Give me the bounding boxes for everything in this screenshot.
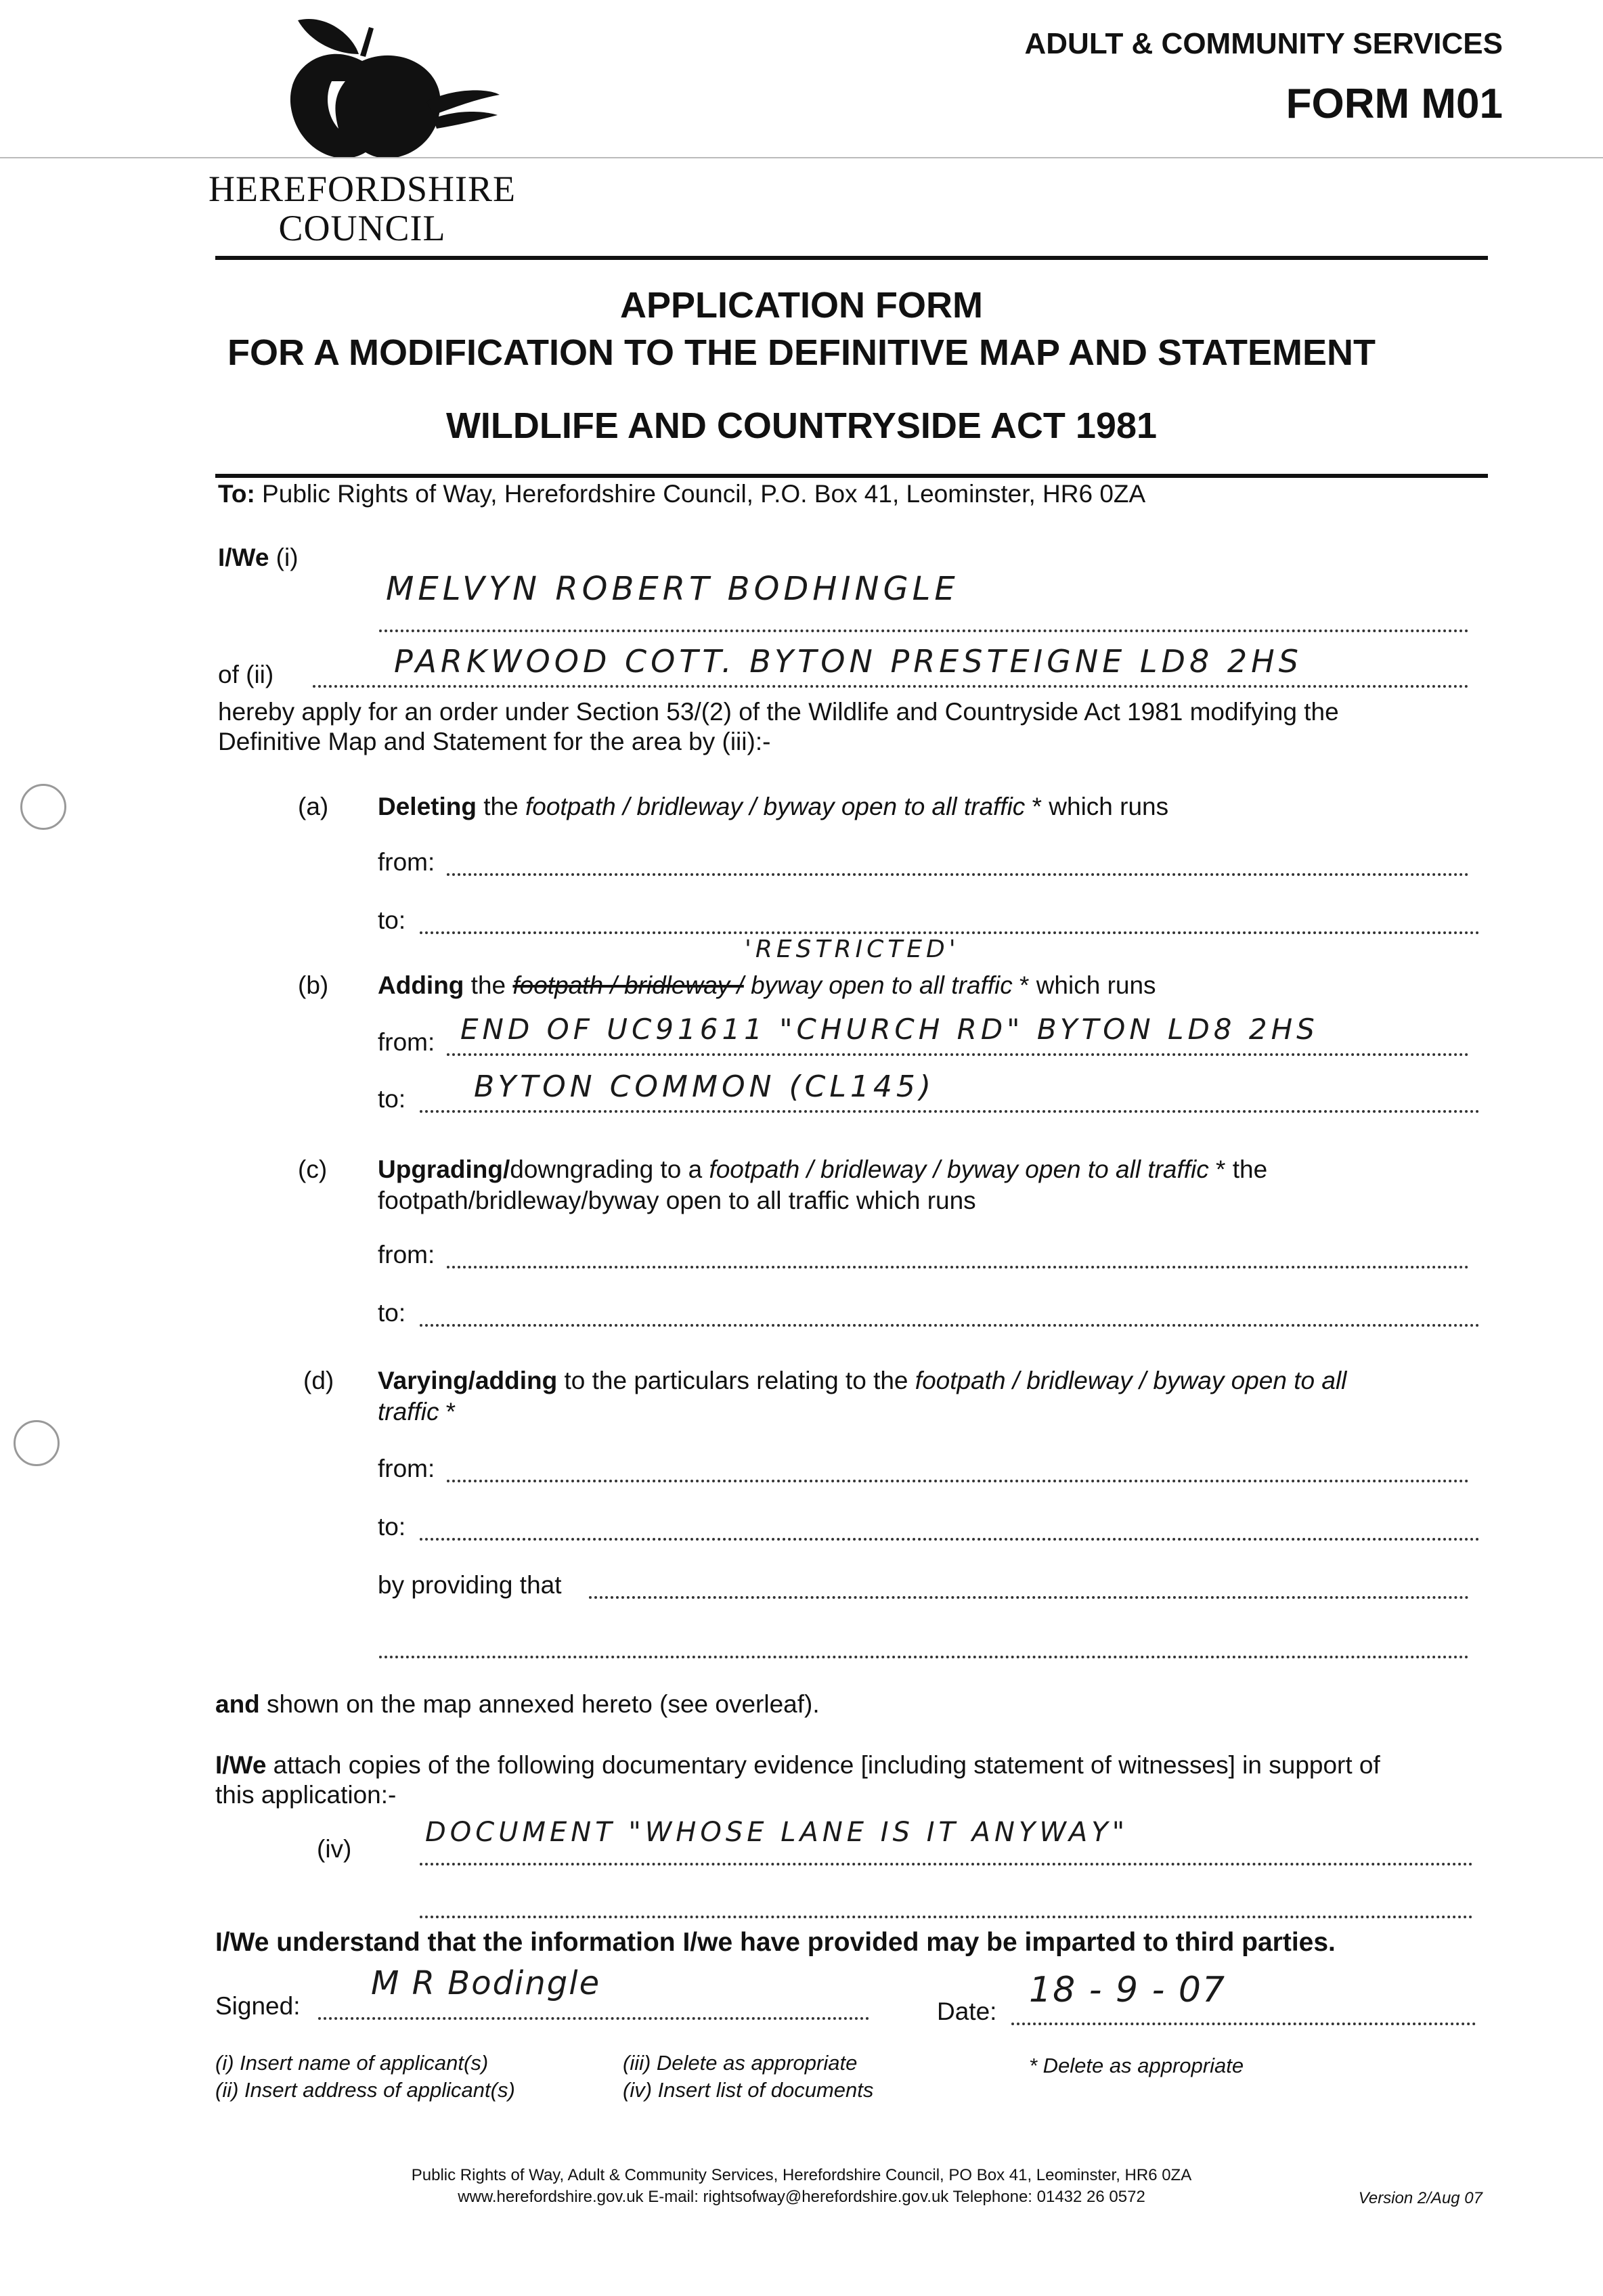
signed-label: Signed: <box>215 1992 301 2020</box>
section-b-from-label: from: <box>378 1028 435 1056</box>
to-address-line <box>218 479 1145 509</box>
section-d-providing-line2 <box>379 1656 1469 1658</box>
note-delete-asterisk: * Delete as appropriate <box>1029 2054 1244 2077</box>
section-b-from-value[interactable]: END OF UC91611 "CHURCH RD" BYTON LD8 2HS <box>460 1013 1319 1046</box>
title-rule <box>215 474 1488 478</box>
section-c-letter: (c) <box>298 1155 328 1183</box>
note-list-documents: (iv) Insert list of documents <box>623 2078 874 2102</box>
evidence-text: attach copies of the following documentary evidence [including statement of witnesses] in support of <box>266 1751 1380 1779</box>
section-c-heading <box>378 1155 1481 1185</box>
applicant-label-line <box>218 543 299 573</box>
evidence-label: I/We <box>215 1751 267 1779</box>
title-line1: APPLICATION FORM <box>620 285 983 326</box>
footer-contact: www.herefordshire.gov.uk E-mail: rightsofway@herefordshire.gov.uk Telephone: 01432 26 0572 <box>458 2188 1145 2206</box>
section-b-letter: (b) <box>298 971 329 999</box>
council-name <box>203 169 521 248</box>
date-label: Date: <box>937 1997 997 2025</box>
section-b-types: byway open to all traffic <box>743 971 1013 999</box>
section-a-from-line <box>447 873 1469 876</box>
evidence-text-line2: this application:- <box>215 1781 397 1809</box>
council-name-line1: HEREFORDSHIRE <box>208 169 517 209</box>
section-d-line2 <box>378 1397 456 1427</box>
section-d-line2-text: traffic <box>378 1398 439 1426</box>
section-a-to-line <box>420 931 1480 934</box>
apply-text-line2: Definitive Map and Statement for the area by (iii):- <box>218 728 771 755</box>
section-c-to-label: to: <box>378 1299 406 1327</box>
header-thin-rule <box>0 157 1603 158</box>
address-label: of (ii) <box>218 661 274 688</box>
section-b-to-label: to: <box>378 1085 406 1113</box>
department-heading: ADULT & COMMUNITY SERVICES <box>1024 27 1503 60</box>
section-b-from-line <box>447 1053 1469 1056</box>
council-name-line2: COUNCIL <box>278 208 446 248</box>
evidence-item-value[interactable]: DOCUMENT "WHOSE LANE IS IT ANYWAY" <box>425 1817 1129 1848</box>
section-a-to-label: to: <box>378 906 406 934</box>
section-c-from-line <box>447 1266 1469 1268</box>
evidence-line2 <box>420 1916 1473 1918</box>
note-delete-iii: (iii) Delete as appropriate <box>623 2051 858 2075</box>
section-d-from-line <box>447 1480 1469 1482</box>
section-a-types: footpath / bridleway / byway open to all traffic <box>525 793 1026 820</box>
signature-line <box>318 2017 869 2020</box>
header-thick-rule <box>215 256 1488 260</box>
signature-value[interactable]: M R Bodingle <box>371 1964 601 2002</box>
section-d-action: Varying/adding <box>378 1367 558 1394</box>
section-a-pre: the <box>476 793 525 820</box>
section-b-struck-types: footpath / bridleway / <box>512 971 744 999</box>
applicant-name-line <box>379 630 1469 632</box>
section-b-to-line <box>420 1110 1480 1113</box>
to-label: To: <box>218 480 255 508</box>
evidence-line1 <box>420 1863 1473 1866</box>
section-a-action: Deleting <box>378 793 477 820</box>
note-insert-address: (ii) Insert address of applicant(s) <box>215 2078 515 2102</box>
section-a-from-label: from: <box>378 848 435 876</box>
section-d-types: footpath / bridleway / byway open to all <box>915 1367 1347 1394</box>
council-logo-apple-icon <box>284 14 501 169</box>
section-b-pre: the <box>464 971 513 999</box>
third-parties-statement: I/We understand that the information I/we have provided may be imparted to third parties. <box>215 1928 1336 1957</box>
applicant-name-value[interactable]: MELVYN ROBERT BODHINGLE <box>386 570 959 608</box>
map-note-bold: and <box>215 1690 260 1718</box>
section-d-to-line <box>420 1538 1480 1541</box>
footer-version: Version 2/Aug 07 <box>1358 2189 1483 2207</box>
section-c-types: footpath / bridleway / byway open to all traffic <box>709 1155 1209 1183</box>
address-line <box>313 685 1469 688</box>
section-d-heading <box>378 1366 1346 1396</box>
section-d-from-label: from: <box>378 1455 435 1482</box>
section-d-letter: (d) <box>303 1367 334 1394</box>
section-c-to-line <box>420 1324 1480 1327</box>
footer-address: Public Rights of Way, Adult & Community Services, Herefordshire Council, PO Box 41, Leominster, HR6 0ZA <box>411 2166 1192 2184</box>
section-c-post: * the <box>1208 1155 1268 1183</box>
title-line2: FOR A MODIFICATION TO THE DEFINITIVE MAP AND STATEMENT <box>227 332 1376 373</box>
section-a-letter: (a) <box>298 793 329 820</box>
applicant-label: I/We <box>218 544 269 571</box>
date-line <box>1011 2023 1476 2025</box>
section-a-post: * which runs <box>1025 793 1169 820</box>
section-b-action: Adding <box>378 971 464 999</box>
section-c-action: Upgrading/ <box>378 1155 510 1183</box>
map-note <box>215 1690 820 1719</box>
to-address: Public Rights of Way, Herefordshire Council, P.O. Box 41, Leominster, HR6 0ZA <box>255 480 1146 508</box>
section-d-providing-line1 <box>589 1596 1469 1599</box>
applicant-label-note: (i) <box>269 544 299 571</box>
section-d-line2-post: * <box>439 1398 456 1426</box>
punch-hole-bottom <box>14 1420 60 1466</box>
evidence-item-label: (iv) <box>317 1835 352 1863</box>
section-c-from-label: from: <box>378 1241 435 1268</box>
apply-text-line1: hereby apply for an order under Section 53/(2) of the Wildlife and Countryside Act 1981 modifying the <box>218 698 1339 726</box>
section-c-line2: footpath/bridleway/byway open to all traffic which runs <box>378 1187 976 1214</box>
section-d-to-label: to: <box>378 1513 406 1541</box>
form-number: FORM M01 <box>1286 81 1503 127</box>
punch-hole-top <box>20 784 66 830</box>
section-a-heading <box>378 792 1168 822</box>
evidence-text-line1 <box>215 1750 1380 1780</box>
section-b-heading <box>378 971 1156 1000</box>
section-d-rest: to the particulars relating to the <box>557 1367 915 1394</box>
title-line3: WILDLIFE AND COUNTRYSIDE ACT 1981 <box>445 405 1158 446</box>
note-insert-name: (i) Insert name of applicant(s) <box>215 2051 489 2075</box>
applicant-address-value[interactable]: PARKWOOD COTT. BYTON PRESTEIGNE LD8 2HS <box>394 643 1302 680</box>
section-c-rest: downgrading to a <box>510 1155 709 1183</box>
section-b-to-value[interactable]: BYTON COMMON (CL145) <box>474 1069 936 1104</box>
map-note-rest: shown on the map annexed hereto (see overleaf). <box>259 1690 820 1718</box>
date-value[interactable]: 18 - 9 - 07 <box>1029 1970 1227 2010</box>
section-b-post: * which runs <box>1012 971 1156 999</box>
section-b-insertion-value[interactable]: 'RESTRICTED' <box>745 935 960 963</box>
section-d-providing-label: by providing that <box>378 1571 562 1599</box>
